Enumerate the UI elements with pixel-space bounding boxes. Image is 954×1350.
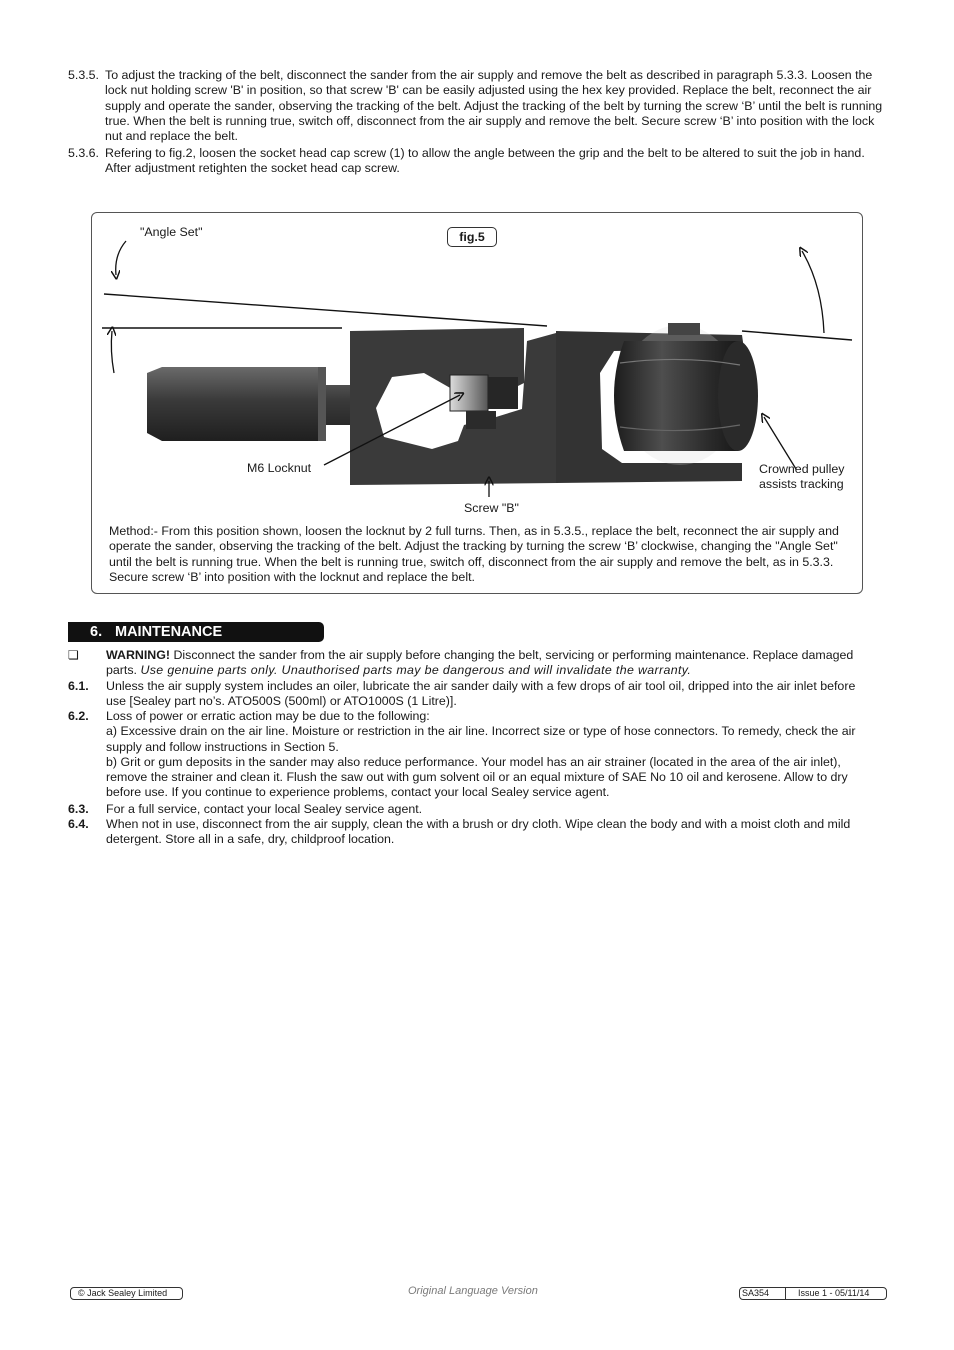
item-number: 6.3. bbox=[68, 802, 89, 816]
pulley-label-line-1: Crowned pulley bbox=[759, 462, 845, 476]
footer-issue-box bbox=[739, 1287, 887, 1300]
angle-arrow-lower bbox=[111, 331, 114, 373]
angle-arrow-upper bbox=[116, 241, 126, 275]
item-text: Loss of power or erratic action may be due to the following: bbox=[106, 709, 430, 723]
locknut-label: M6 Locknut bbox=[247, 461, 312, 475]
footer-divider bbox=[785, 1288, 786, 1299]
shaft bbox=[147, 367, 354, 441]
warning-text: Disconnect the sander from the air supply before changing the belt, servicing or performing maintenance. Replace damaged parts. bbox=[106, 648, 854, 678]
maintenance-warning bbox=[68, 648, 878, 679]
crowned-pulley bbox=[614, 323, 758, 465]
warning-italic-text: Use genuine parts only. Unauthorised parts may be dangerous and will invalidate the warranty. bbox=[140, 663, 692, 678]
paragraph-number: 5.3.5. bbox=[68, 68, 100, 82]
section-number: 6. bbox=[90, 624, 103, 640]
maintenance-item-6-3 bbox=[68, 802, 878, 817]
item-number: 6.1. bbox=[68, 679, 89, 693]
footer-copyright: © Jack Sealey Limited bbox=[78, 1288, 168, 1298]
paragraph-number: 5.3.6. bbox=[68, 146, 100, 160]
pulley-label-line-2: assists tracking bbox=[759, 477, 844, 491]
angle-set-reference-line-right bbox=[742, 331, 852, 340]
maintenance-item-6-2 bbox=[68, 709, 878, 801]
section-title: MAINTENANCE bbox=[115, 624, 223, 640]
maintenance-item-6-4 bbox=[68, 817, 878, 848]
item-text: For a full service, contact your local Sealey service agent. bbox=[106, 802, 423, 816]
item-sub-a: a) Excessive drain on the air line. Moisture or restriction in the air line. Incorrect size or type of hose connectors. To remedy, check the air supply and follow instructions in Section 5. bbox=[106, 724, 856, 754]
figure-method-text: Method:- From this position shown, loosen the locknut by 2 full turns. Then, as in 5.3.5., replace the belt, reconnect the air supply and operate the sander, observing the tracking of the belt. Adjust the tracking by turning the screw ‘B’ clockwise, changing the "Angle Set" until the belt is running true. When the belt is running true, switch off, disconnect from the air supply and remove the belt, as in 5.3.3. Secure screw ‘B’ into position with the locknut and replace the belt. bbox=[109, 524, 839, 584]
item-number: 6.2. bbox=[68, 709, 89, 723]
warning-label: WARNING! bbox=[106, 648, 171, 662]
item-sub-b: b) Grit or gum deposits in the sander may also reduce performance. Your model has an air strainer (located in the area of the air inlet), remove the strainer and clean it. Flush the saw out with gum solvent oil or an equal mixture of SAE No 10 oil and kerosene. Allow to dry before use. If you continue to experience problems, contact your local Sealey service agent. bbox=[106, 754, 848, 800]
paragraph-text: To adjust the tracking of the belt, disconnect the sander from the air supply and remove the belt as described in paragraph 5.3.3. Loosen the lock nut holding screw 'B' in position, so that screw 'B' can be easily adjusted using the hex key provided. Replace the belt, reconnect the air supply and operate the sander, observing the tracking of the belt. Adjust the tracking of the belt by turning the screw ‘B’ until the belt is running true. When the belt is running true, switch off, disconnect from the air supply and remove the belt. Secure screw ‘B’ into position with the lock nut and replace the belt. bbox=[105, 68, 883, 144]
section-header-maintenance bbox=[68, 622, 324, 642]
angle-set-reference-line bbox=[104, 294, 547, 326]
figure-tag: fig.5 bbox=[447, 227, 497, 247]
item-text: Unless the air supply system includes an oiler, lubricate the air sander daily with a few drops of air tool oil, dripped into the air inlet before use [Sealey part no’s. ATO500S (500ml) or ATO1000S (1 Litre)]. bbox=[106, 679, 856, 709]
angle-set-label: "Angle Set" bbox=[140, 225, 203, 239]
footer-language-version: Original Language Version bbox=[408, 1285, 538, 1297]
screw-b-label: Screw "B" bbox=[464, 501, 519, 515]
item-number: 6.4. bbox=[68, 817, 89, 831]
item-text: When not in use, disconnect from the air supply, clean the with a brush or dry cloth. Wipe clean the body and with a moist cloth and mild detergent. Store all in a safe, dry, childproof location. bbox=[106, 817, 851, 847]
checkbox-bullet-icon: ❏ bbox=[68, 648, 79, 662]
paragraph-5-3-5 bbox=[68, 68, 884, 144]
maintenance-item-6-1 bbox=[68, 679, 878, 710]
figure-5-box bbox=[91, 212, 863, 594]
warning-text-block bbox=[106, 648, 878, 679]
footer-copyright-box bbox=[70, 1287, 183, 1300]
paragraph-text: Refering to fig.2, loosen the socket head cap screw (1) to allow the angle between the grip and the belt to be altered to suit the job in hand. After adjustment retighten the socket head cap screw. bbox=[105, 146, 865, 176]
footer-model: SA354 bbox=[742, 1288, 770, 1298]
footer-issue: Issue 1 - 05/11/14 bbox=[798, 1288, 870, 1298]
paragraph-5-3-6 bbox=[68, 146, 884, 177]
angle-arrow-right bbox=[802, 251, 824, 333]
